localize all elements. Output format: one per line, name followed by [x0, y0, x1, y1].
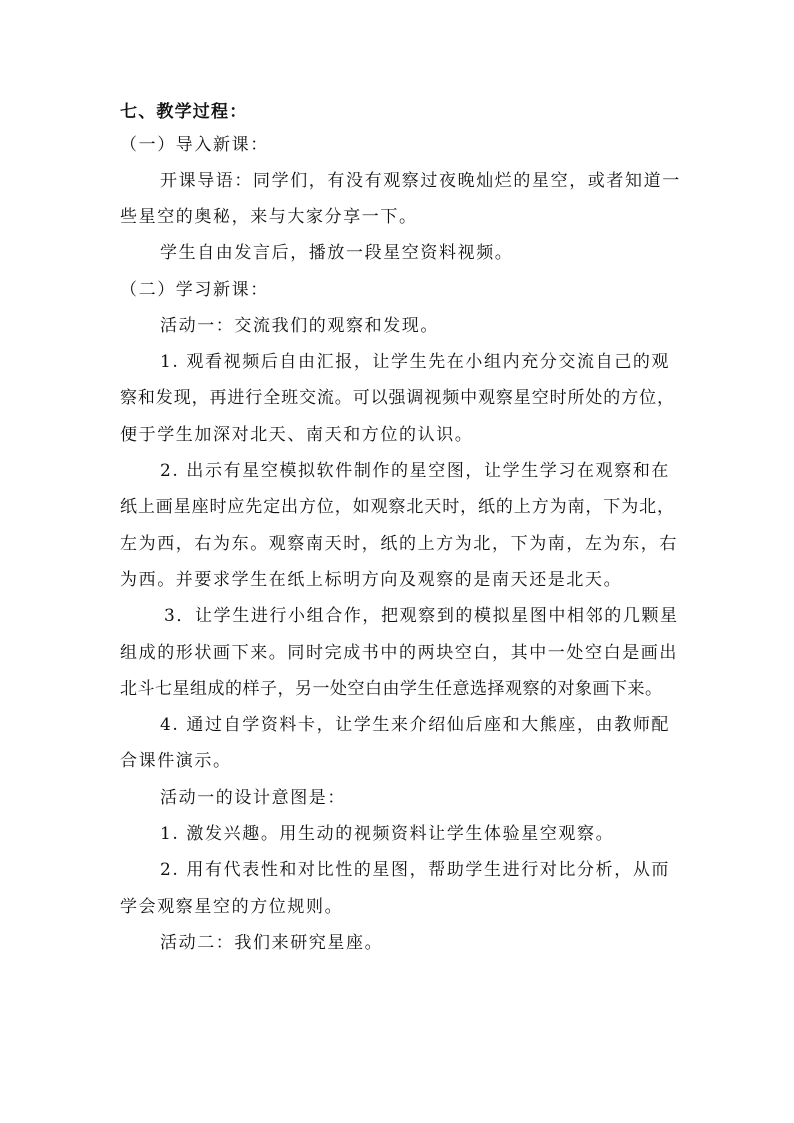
item1-line: 察和发现，再进行全班交流。可以强调视频中观察星空时所处的方位，: [120, 388, 675, 408]
section-heading: 七、教学过程：: [120, 102, 248, 122]
item1-line: 1. 观看视频后自由汇报，让学生先在小组内充分交流自己的观: [160, 352, 671, 372]
item2-line: 纸上画星座时应先定出方位，如观察北天时，纸的上方为南，下为北，: [120, 497, 675, 517]
item2-line: 左为西，右为东。观察南天时，纸的上方为北，下为南，左为东，右: [120, 534, 678, 554]
item3-line: 北斗七星组成的样子，另一处空白由学生任意选择观察的对象画下来。: [120, 679, 663, 699]
activity2-title: 活动二：我们来研究星座。: [160, 933, 384, 953]
item4-line: 4. 通过自学资料卡，让学生来介绍仙后座和大熊座，由教师配: [160, 715, 671, 735]
design-item: 1. 激发兴趣。用生动的视频资料让学生体验星空观察。: [160, 824, 615, 844]
item2-line: 为西。并要求学生在纸上标明方向及观察的是南天还是北天。: [120, 570, 623, 590]
design-item: 学会观察星空的方位规则。: [120, 897, 344, 917]
item3-line: 组成的形状画下来。同时完成书中的两块空白，其中一处空白是画出: [120, 643, 678, 663]
item1-line: 便于学生加深对北天、南天和方位的认识。: [120, 425, 474, 445]
intro-paragraph-line: 开课导语：同学们，有没有观察过夜晚灿烂的星空，或者知道一: [160, 171, 681, 191]
activity1-title: 活动一：交流我们的观察和发现。: [160, 316, 439, 336]
intro-heading: （一）导入新课：: [120, 135, 269, 155]
item4-line: 合课件演示。: [120, 751, 232, 771]
item3-line: 3．让学生进行小组合作，把观察到的模拟星图中相邻的几颗星: [164, 606, 679, 626]
item2-line: 2. 出示有星空模拟软件制作的星空图，让学生学习在观察和在: [160, 461, 671, 481]
learning-heading: （二）学习新课：: [120, 280, 269, 300]
intro-paragraph-line: 学生自由发言后，播放一段星空资料视频。: [160, 243, 514, 263]
design-title: 活动一的设计意图是：: [160, 788, 346, 808]
intro-paragraph-line: 些星空的奥秘，来与大家分享一下。: [120, 207, 418, 227]
design-item: 2. 用有代表性和对比性的星图，帮助学生进行对比分析，从而: [160, 860, 671, 880]
